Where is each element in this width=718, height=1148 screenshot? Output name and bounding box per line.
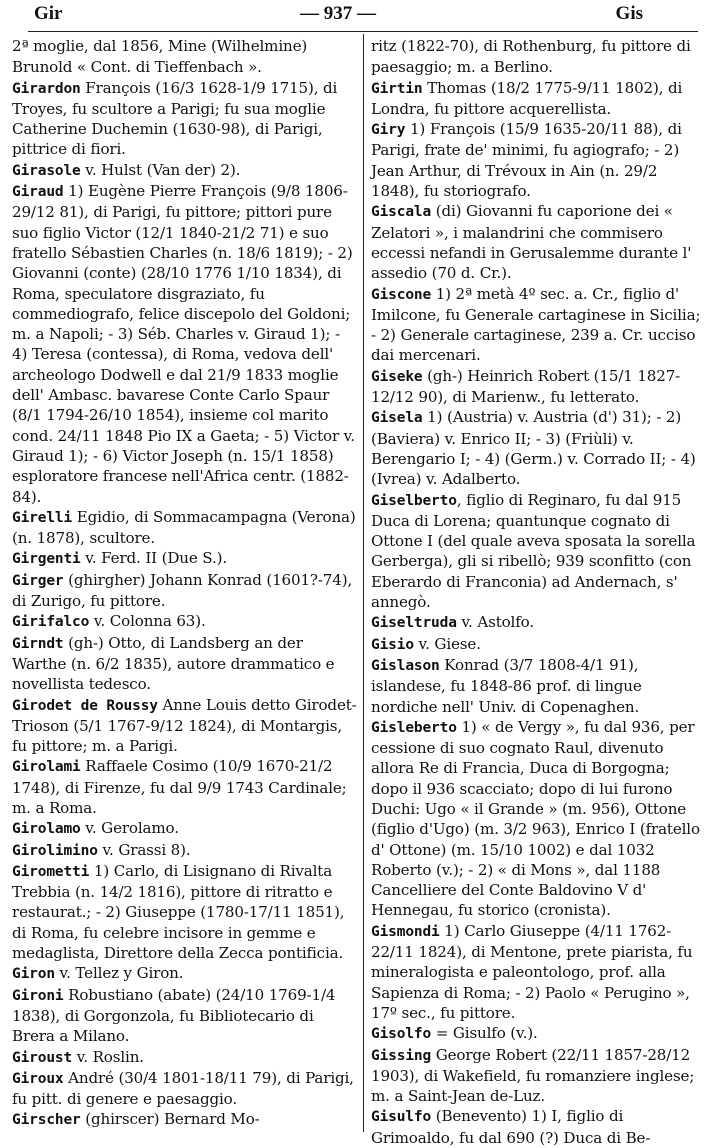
entry-text: Konrad (3/7 1808-4/1 91), islandese, fu 1848-86 prof. di lingue nordiche nell' Univ. di Copenaghen. (371, 655, 647, 716)
entry-text: ritz (1822-70), di Rothenburg, fu pittore di paesaggio; m. a Berlino. (371, 37, 696, 77)
entry-text: George Robert (22/11 1857-28/12 1903), di Wakefield, fu romanziere inglese; m. a Saint-Jean de-Luz. (371, 1045, 699, 1106)
dictionary-entry (371, 407, 707, 489)
dictionary-entry (371, 119, 707, 201)
entry-text: Raffaele Cosimo (10/9 1670-21/2 1748), di Firenze, fu dal 9/9 1743 Cardinale; m. a Roma. (12, 757, 352, 817)
entry-text: 1) François (15/9 1635-20/11 88), di Parigi, frate de' minimi, fu agiografo; - 2) Jean Arthur, di Trévoux in Ain (n. 29/2 1848), fu storiografo. (371, 120, 687, 201)
page-number: — 937 — (300, 3, 376, 24)
dictionary-entry (12, 861, 357, 963)
entry-text: 1) Eugène Pierre François (9/8 1806-29/12 81), di Parigi, fu pittore; pittori pure suo figlio Victor (12/1 1840-21/2 71) e suo fratello Sébastien Charles (n. 18/6 1819); - 2) Giovanni (conte) (28/10 1776 1/10 1834), di Roma, speculatore disgraziato, fu commediografo, felice discepolo del Goldoni; m. a Napoli; - 3) Séb. Charles v. Giraud 1); - 4) Teresa (contessa), di Roma, vedova dell' archeologo Dodwell e dal 21/9 1833 moglie dell' Ambasc. bavarese Conte Carlo Spaur (8/1 1794-26/10 1854), insieme col marito cond. 24/11 1848 Pio IX a Gaeta; - 5) Victor v. Giraud 1); - 6) Victor Joseph (n. 15/1 1858) esploratore francese nell'Africa centr. (1882-84). (12, 182, 360, 506)
entry-headword: Gisulfo (371, 1109, 432, 1126)
entry-text: v. Astolfo. (456, 613, 534, 632)
entry-headword: Gislason (371, 657, 440, 674)
dictionary-entry (12, 36, 357, 78)
entry-text: Thomas (18/2 1775-9/11 1802), di Londra, fu pittore acquerellista. (371, 78, 687, 118)
dictionary-entry (12, 818, 357, 839)
dictionary-entry (12, 633, 357, 695)
entry-headword: Girgenti (12, 551, 81, 568)
dictionary-entry (371, 717, 707, 921)
entry-headword: Girolimino (12, 842, 98, 859)
entry-text: v. Colonna 63). (89, 612, 206, 631)
dictionary-entry (371, 921, 707, 1023)
entry-text: 2ª moglie, dal 1856, Mine (Wilhelmine) Brunold « Cont. di Tieffenbach ». (12, 37, 312, 77)
dictionary-entry (12, 985, 357, 1047)
entry-text: (ghirscer) Bernard Mo- (80, 1110, 260, 1129)
dictionary-entry (12, 181, 360, 507)
entry-headword: Girger (12, 572, 64, 589)
entry-headword: Giron (12, 966, 55, 983)
right-column (371, 36, 707, 1148)
dictionary-entry (371, 36, 707, 78)
dictionary-entry (12, 160, 357, 181)
page-header (0, 3, 718, 29)
entry-headword: Gironi (12, 987, 64, 1004)
entry-headword: Gisolfo (371, 1026, 432, 1043)
entry-headword: Girtin (371, 80, 423, 97)
entry-headword: Girolamo (12, 821, 81, 838)
dictionary-entry (371, 655, 707, 717)
dictionary-entry (371, 490, 707, 613)
dictionary-entry (12, 695, 357, 757)
dictionary-entry (12, 1068, 357, 1110)
entry-text: v. Gerolamo. (80, 819, 179, 838)
entry-text: v. Giese. (413, 634, 481, 653)
dictionary-entry (12, 611, 357, 632)
entry-text: (di) Giovanni fu caporione dei « Zelatori », i malandrini che commisero eccessi nefandi in Gerusalemme durante l' assedio (70 d. Cr.). (371, 202, 696, 283)
entry-headword: Girifalco (12, 614, 90, 631)
entry-text: Anne Louis detto Girodet-Trioson (5/1 1767-9/12 1824), di Montargis, fu pittore; m. a Parigi. (12, 695, 357, 756)
dictionary-entry (371, 78, 707, 120)
entry-text: v. Grassi 8). (97, 840, 191, 859)
dictionary-entry (371, 284, 707, 366)
entry-headword: Giseke (371, 368, 423, 385)
dictionary-entry (12, 548, 357, 569)
entry-text: (gh-) Otto, di Landsberg an der Warthe (n. 6/2 1835), autore drammatico e novellista tedesco. (12, 633, 340, 694)
entry-headword: Girndt (12, 635, 64, 652)
dictionary-entry (12, 507, 361, 549)
entry-headword: Girardon (12, 80, 81, 97)
entry-headword: Giseltruda (371, 615, 457, 632)
entry-headword: Gissing (371, 1047, 432, 1064)
entry-text: (ghirgher) Johann Konrad (1601?-74), di Zurigo, fu pittore. (12, 570, 357, 611)
dictionary-entry (371, 366, 707, 408)
entry-headword: Gisio (371, 636, 414, 653)
entry-text: 1) (Austria) v. Austria (d') 31); - 2) (Baviera) v. Enrico II; - 3) (Friùli) v. Berengario I; - 4) (Germ.) v. Corrado II; - 4) (Ivrea) v. Adalberto. (371, 408, 701, 489)
entry-headword: Girelli (12, 509, 73, 526)
dictionary-entry (371, 1023, 707, 1044)
entry-headword: Girometti (12, 863, 90, 880)
dictionary-entry (371, 201, 707, 283)
entry-text: v. Ferd. II (Due S.). (80, 549, 227, 568)
dictionary-entry (371, 1106, 707, 1148)
column-divider (363, 34, 364, 1132)
entry-text: v. Tellez y Giron. (54, 964, 184, 983)
entry-text: 1) « de Vergy », fu dal 936, per cessione di suo cognato Raul, divenuto allora Re di Francia, Duca di Borgogna; dopo il 936 scacciato; dopo di lui furono Duchi: Ugo « il Grande » (m. 956), Ottone (figlio d'Ugo) (m. 3/2 963), Enrico I (fratello d' Ottone) (m. 15/10 1002) e dal 1032 Roberto (v.); - 2) « di Mons », dal 1188 Cancelliere del Conte Baldovino V d' Hennegau, fu storico (cronista). (371, 717, 705, 920)
entry-headword: Girscher (12, 1112, 81, 1129)
entry-text: 1) Carlo Giuseppe (4/11 1762-22/11 1824), di Mentone, prete piarista, fu mineralogista e paleontologo, prof. alla Sapienza di Roma; - 2) Paolo « Perugino », 17º sec., fu pittore. (371, 921, 698, 1022)
dictionary-entry (371, 1045, 707, 1107)
dictionary-entry (12, 963, 357, 984)
entry-text: 1) 2ª metà 4º sec. a. Cr., figlio d' Imilcone, fu Generale cartaginese in Sicilia; - 2) Generale cartaginese, 239 a. Cr. ucciso dai mercenari. (371, 284, 706, 365)
entry-text: André (30/4 1801-18/11 79), di Parigi, fu pitt. di genere e paesaggio. (12, 1068, 359, 1109)
entry-text: = Gisulfo (v.). (431, 1024, 538, 1043)
entry-headword: Gisela (371, 410, 423, 427)
dictionary-entry (12, 840, 357, 861)
entry-headword: Girolami (12, 759, 81, 776)
entry-text: v. Roslin. (72, 1047, 144, 1066)
left-column (12, 36, 361, 1131)
entry-headword: Giscone (371, 286, 432, 303)
entry-headword: Giselberto (371, 492, 457, 509)
entry-text: (gh-) Heinrich Robert (15/1 1827-12/12 90), di Marienw., fu letterato. (371, 366, 681, 407)
entry-headword: Giscala (371, 204, 432, 221)
dictionary-entry (12, 1047, 357, 1068)
entry-headword: Gisleberto (371, 719, 457, 736)
dictionary-entry (371, 634, 707, 655)
dictionary-entry (12, 756, 357, 818)
entry-text: v. Hulst (Van der) 2). (80, 160, 241, 179)
entry-text: Robustiano (abate) (24/10 1769-1/4 1838), di Gorgonzola, fu Bibliotecario di Brera a Milano. (12, 985, 340, 1046)
dictionary-entry (371, 612, 707, 633)
dictionary-entry (12, 78, 357, 160)
entry-text: (Benevento) 1) I, figlio di Grimoaldo, fu dal 690 (?) Duca di Be- (371, 1107, 651, 1147)
entry-headword: Giraud (12, 184, 64, 201)
entry-text: François (16/3 1628-1/9 1715), di Troyes, fu scultore a Parigi; fu sua moglie Catherine Duchemin (1630-98), di Parigi, pittrice di fiori. (12, 78, 342, 159)
entry-headword: Giroust (12, 1049, 73, 1066)
entry-headword: Giry (371, 122, 406, 139)
entry-headword: Gismondi (371, 923, 440, 940)
dictionary-entry (12, 570, 357, 612)
header-right-guideword: Gis (615, 3, 643, 24)
header-rule (28, 31, 698, 32)
entry-text: Egidio, di Sommacampagna (Verona) (n. 1878), scultore. (12, 507, 361, 548)
entry-headword: Girasole (12, 162, 81, 179)
header-left-guideword: Gir (34, 3, 63, 24)
entry-headword: Girodet de Roussy (12, 697, 158, 714)
entry-text: , figlio di Reginaro, fu dal 915 Duca di Lorena; quantunque cognato di Ottone I (del quale aveva sposata la sorella Gerberga), gli si ribellò; 939 sconfitto (con Eberardo di Franconia) ad Andernach, s' annegò. (371, 490, 701, 612)
entry-text: 1) Carlo, di Lisignano di Rivalta Trebbia (n. 14/2 1816), pittore di ritratto e restaurat.; - 2) Giuseppe (1780-17/11 1851), di Roma, fu celebre incisore in gemme e medaglista, Direttore della Zecca pontificia. (12, 861, 350, 963)
entry-headword: Giroux (12, 1070, 64, 1087)
dictionary-entry (12, 1109, 357, 1130)
